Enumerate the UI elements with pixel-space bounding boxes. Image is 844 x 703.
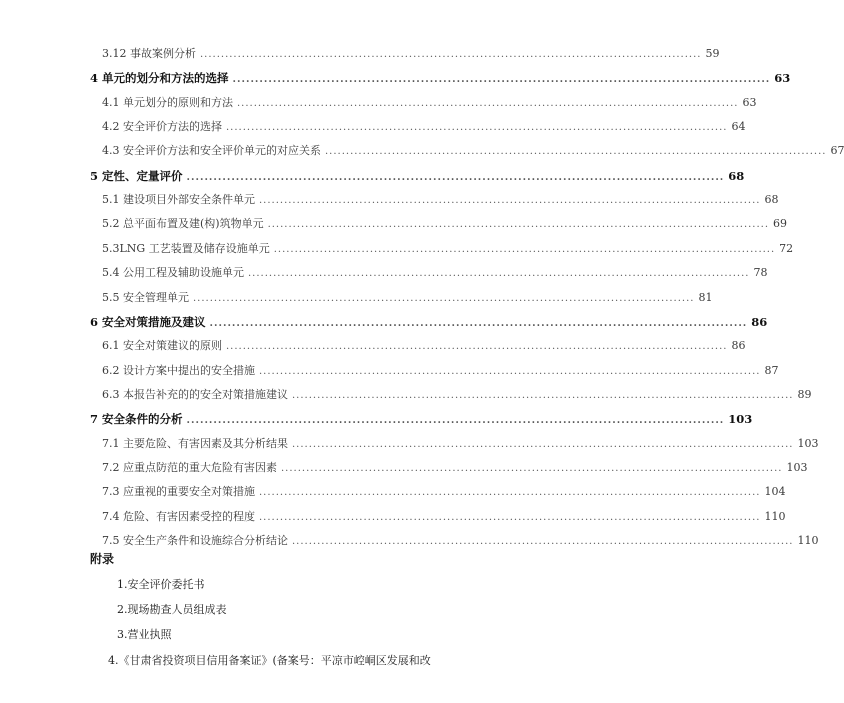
toc-page-number: 78 [753, 266, 768, 280]
toc-dot-leader: ........................................................................................................................ [325, 146, 827, 158]
toc-dot-leader: ........................................................................................................................ [186, 171, 725, 183]
toc-page-number: 68 [764, 193, 779, 207]
toc-dot-leader: ........................................................................................................................ [209, 317, 748, 329]
toc-entry-title: 4.2 安全评价方法的选择 [102, 120, 222, 134]
toc-dot-leader: ........................................................................................................................ [267, 219, 770, 231]
toc-section-entry [102, 120, 746, 135]
toc-page-number: 110 [797, 534, 819, 547]
toc-entry-title: 5 定性、定量评价 [90, 168, 183, 183]
toc-entry-title: 5.1 建设项目外部安全条件单元 [102, 193, 255, 207]
toc-page-number: 69 [773, 217, 788, 231]
toc-dot-leader: ........................................................................................................................ [232, 74, 771, 86]
toc-entry-title: 5.5 安全管理单元 [102, 290, 189, 304]
toc-entry-title: 5.3LNG 工艺装置及储存设施单元 [102, 241, 270, 255]
toc-entry-title: 4 单元的划分和方法的选择 [90, 71, 229, 86]
appendix-item: 1.安全评价委托书 [117, 578, 205, 591]
toc-entry-title: 7.2 应重点防范的重大危险有害因素 [102, 460, 277, 474]
toc-entry-title: 7.3 应重视的重要安全对策措施 [102, 485, 255, 499]
appendix-item: 3.营业执照 [117, 628, 172, 641]
toc-page-number: 103 [728, 412, 753, 427]
toc-entry-title: 6.3 本报告补充的的安全对策措施建议 [102, 387, 288, 401]
appendix-item: 4.《甘肃省投资项目信用备案证》(备案号：平凉市崆峒区发展和改 [108, 654, 431, 667]
toc-entry-title: 6.2 设计方案中提出的安全措施 [102, 363, 255, 377]
appendix-item: 2.现场勘查人员组成表 [117, 603, 227, 616]
toc-entry-title: 7 安全条件的分析 [90, 412, 183, 427]
toc-section-entry [102, 241, 794, 257]
toc-entry-title: 4.1 单元划分的原则和方法 [102, 95, 233, 109]
toc-dot-leader: ........................................................................................................................ [259, 487, 761, 499]
toc-page-number: 67 [830, 144, 844, 158]
toc-page-number: 63 [742, 95, 757, 109]
toc-section-entry [102, 266, 768, 281]
toc-page-number: 87 [764, 363, 779, 377]
toc-dot-leader: ........................................................................................................................ [259, 365, 761, 377]
toc-section-entry [102, 144, 844, 159]
toc-section-entry [102, 47, 720, 62]
toc-page-number: 64 [731, 120, 746, 134]
toc-dot-leader: ........................................................................................................................ [193, 292, 695, 304]
toc-section-entry [102, 363, 779, 379]
toc-chapter-entry [90, 71, 791, 87]
toc-page-number: 86 [731, 339, 746, 353]
toc-dot-leader: ........................................................................................................................ [273, 243, 776, 255]
toc-dot-leader: ........................................................................................................................ [226, 122, 728, 134]
toc-page-number: 103 [797, 436, 819, 450]
toc-dot-leader: ........................................................................................................................ [292, 438, 794, 450]
toc-page-number: 103 [786, 460, 808, 474]
toc-entry-title: 6 安全对策措施及建议 [90, 314, 206, 329]
toc-section-entry [102, 193, 779, 208]
toc-page-number: 72 [779, 241, 794, 255]
toc-entry-title: 5.4 公用工程及辅助设施单元 [102, 266, 244, 280]
toc-entry-title: 5.2 总平面布置及建(构)筑物单元 [102, 217, 264, 231]
toc-section-entry [102, 460, 808, 476]
appendix-heading: 附录 [90, 552, 115, 566]
toc-dot-leader: ........................................................................................................................ [259, 511, 761, 523]
toc-dot-leader: ........................................................................................................................ [237, 97, 739, 109]
toc-section-entry [102, 290, 713, 306]
toc-dot-leader: ........................................................................................................................ [186, 415, 725, 427]
toc-dot-leader: ........................................................................................................................ [248, 268, 750, 280]
toc-section-entry [102, 485, 786, 500]
toc-entry-title: 7.1 主要危险、有害因素及其分析结果 [102, 436, 288, 450]
toc-page-number: 59 [705, 47, 720, 60]
toc-page-number: 81 [698, 290, 713, 304]
toc-chapter-entry [90, 314, 768, 331]
toc-entry-title: 7.4 危险、有害因素受控的程度 [102, 509, 255, 523]
toc-section-entry [102, 436, 819, 452]
toc-entry-title: 7.5 安全生产条件和设施综合分析结论 [102, 534, 288, 547]
toc-section-entry [102, 217, 788, 232]
toc-section-entry [102, 95, 757, 111]
toc-section-entry [102, 339, 746, 354]
toc-dot-leader: ........................................................................................................................ [292, 536, 794, 547]
toc-page-number: 110 [764, 509, 786, 523]
toc-section-entry [102, 387, 812, 403]
toc-page-number: 104 [764, 485, 786, 499]
toc-entry-title: 6.1 安全对策建议的原则 [102, 339, 222, 353]
toc-page-number: 63 [774, 71, 791, 86]
toc-section-entry [102, 534, 819, 549]
toc-dot-leader: ........................................................................................................................ [226, 341, 728, 353]
toc-dot-leader: ........................................................................................................................ [281, 462, 783, 474]
toc-page-number: 86 [751, 314, 768, 329]
toc-dot-leader: ........................................................................................................................ [200, 49, 702, 60]
toc-chapter-entry [90, 412, 753, 428]
toc-section-entry [102, 509, 786, 525]
toc-chapter-entry [90, 168, 745, 185]
toc-page-number: 68 [728, 168, 745, 183]
toc-page-number: 89 [797, 387, 812, 401]
toc-entry-title: 3.12 事故案例分析 [102, 47, 196, 60]
toc-dot-leader: ........................................................................................................................ [292, 389, 794, 401]
toc-entry-title: 4.3 安全评价方法和安全评价单元的对应关系 [102, 144, 321, 158]
toc-dot-leader: ........................................................................................................................ [259, 195, 761, 207]
